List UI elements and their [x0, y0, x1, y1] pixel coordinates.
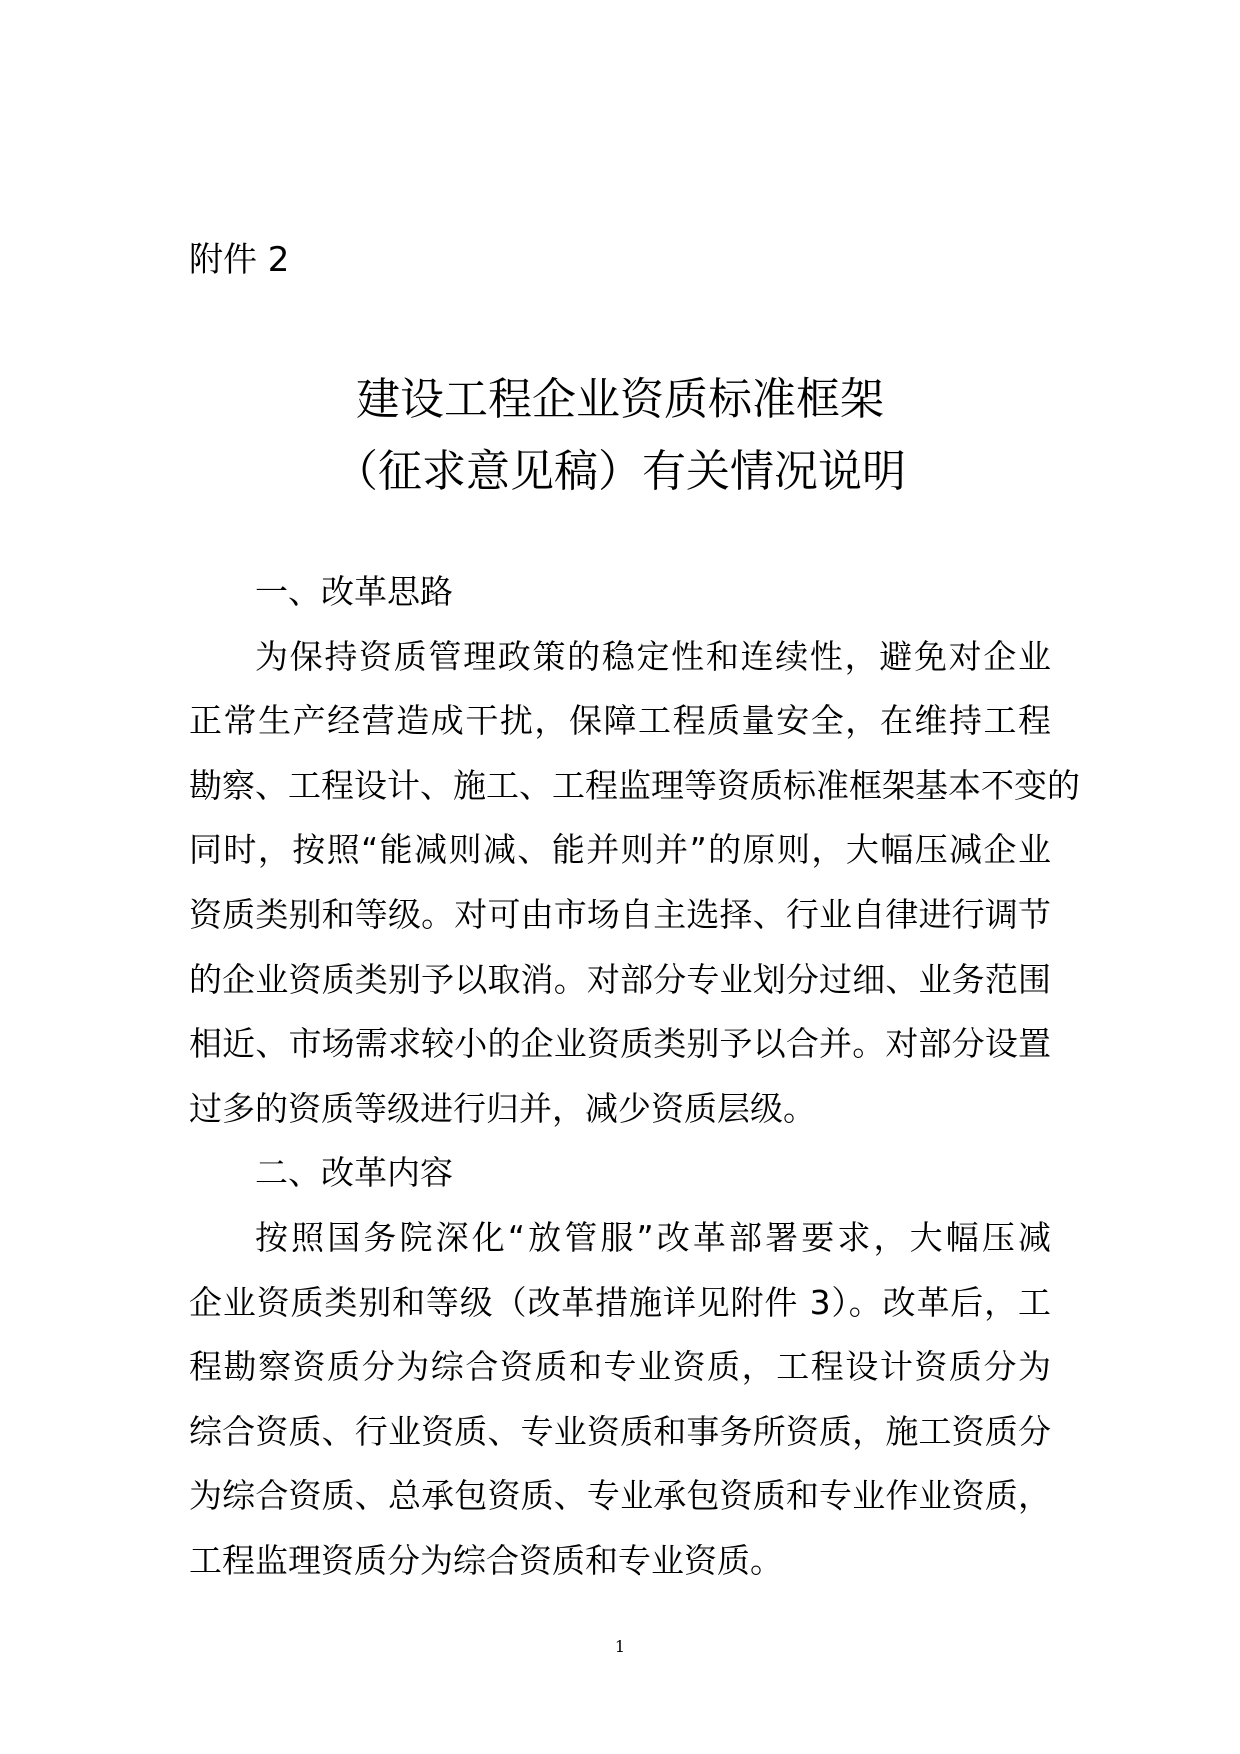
- text-line: 正常生产经营造成干扰，保障工程质量安全，在维持工程: [189, 701, 1051, 741]
- text-line: 为保持资质管理政策的稳定性和连续性，避免对企业: [255, 636, 1051, 676]
- text-line: 同时，按照“能减则减、能并则并”的原则，大幅压减企业: [189, 830, 1051, 870]
- title-line-1: 建设工程企业资质标准框架: [356, 374, 884, 425]
- title-line-2: （征求意见稿）有关情况说明: [334, 446, 906, 497]
- text-line: 按照国务院深化“放管服”改革部署要求，大幅压减: [255, 1217, 1051, 1257]
- body-text: [189, 560, 1080, 1594]
- page-number: 1: [614, 1637, 626, 1656]
- text-line: 相近、市场需求较小的企业资质类别予以合并。对部分设置: [189, 1024, 1051, 1064]
- section-heading: 一、改革思路: [255, 572, 453, 611]
- text-line: 企业资质类别和等级（改革措施详见附件 3）。改革后，工: [189, 1282, 1051, 1322]
- text-line: 程勘察资质分为综合资质和专业资质，工程设计资质分为: [189, 1347, 1051, 1387]
- section-heading: 二、改革内容: [255, 1153, 453, 1193]
- text-line: 勘察、工程设计、施工、工程监理等资质标准框架基本不变的: [189, 765, 1080, 805]
- attachment-label: 附件 2: [189, 240, 290, 280]
- text-line: 为综合资质、总承包资质、专业承包资质和专业作业资质，: [189, 1476, 1051, 1516]
- text-line: 综合资质、行业资质、专业资质和事务所资质，施工资质分: [189, 1411, 1051, 1451]
- document-title: [0, 364, 1240, 508]
- text-line: 过多的资质等级进行归并，减少资质层级。: [189, 1088, 816, 1128]
- text-line: 工程监理资质分为综合资质和专业资质。: [189, 1540, 783, 1580]
- text-line: 资质类别和等级。对可由市场自主选择、行业自律进行调节: [189, 894, 1051, 934]
- text-line: 的企业资质类别予以取消。对部分专业划分过细、业务范围: [189, 959, 1051, 999]
